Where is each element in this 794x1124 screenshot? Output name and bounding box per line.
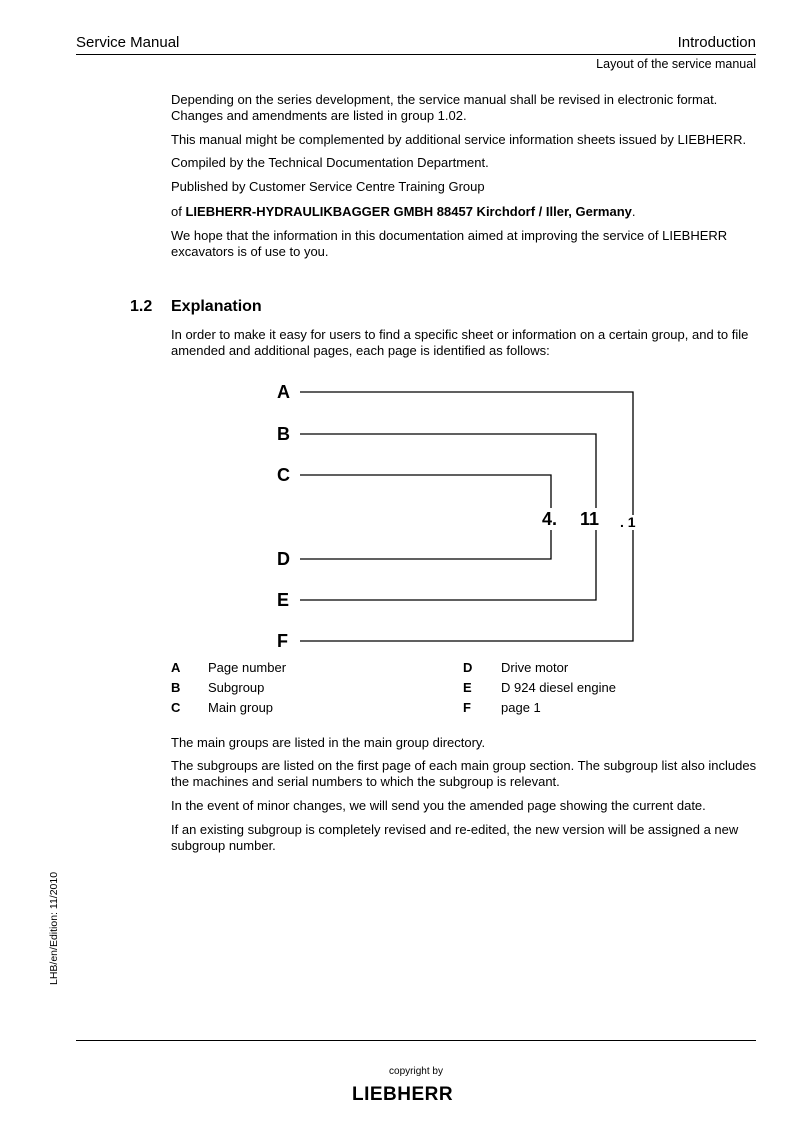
section-number: 1.2 [130, 298, 153, 315]
code-page: . 1 [620, 514, 636, 530]
legend-key: D [463, 660, 473, 675]
section-intro-line1: In order to make it easy for users to find a specific sheet or information on a certain group, and to file [171, 327, 749, 342]
body-paragraph-2 [171, 758, 761, 790]
body-p4-line2: subgroup number. [171, 838, 276, 853]
body-paragraph-3: In the event of minor changes, we will send you the amended page showing the current date. [171, 798, 706, 813]
intro-paragraph-3: Compiled by the Technical Documentation Department. [171, 155, 489, 170]
edition-note: LHB/en/Edition: 11/2010 [48, 871, 60, 985]
body-p4-line1: If an existing subgroup is completely revised and re-edited, the new version will be assigned a new [171, 822, 739, 837]
code-subgroup: 11 [580, 509, 600, 529]
publisher-suffix: . [631, 204, 636, 219]
section-intro-line2: amended and additional pages, each page is identified as follows: [171, 343, 550, 358]
header-subsection: Layout of the service manual [596, 57, 756, 71]
legend-text: D 924 diesel engine [501, 680, 616, 695]
diagram-label-f: F [277, 631, 288, 651]
header-title: Service Manual [76, 34, 180, 51]
footer-divider [76, 1040, 756, 1041]
legend-key: B [171, 680, 181, 695]
line-f [300, 530, 633, 641]
line-d [300, 530, 551, 559]
intro-paragraph-2: This manual might be complemented by additional service information sheets issued by LIEBHERR. [171, 132, 747, 147]
intro-p6-line1: We hope that the information in this documentation aimed at improving the service of LIEBHERR [171, 228, 728, 243]
copyright-note: copyright by [389, 1066, 443, 1077]
publisher-prefix: of [171, 204, 186, 219]
diagram-label-e: E [277, 590, 290, 610]
body-p2-line1: The subgroups are listed on the first page of each main group section. The subgroup list also includes [171, 758, 757, 773]
intro-paragraph-4: Published by Customer Service Centre Training Group [171, 179, 485, 194]
line-a [300, 392, 633, 515]
line-c [300, 475, 551, 508]
header-section: Introduction [677, 34, 756, 51]
liebherr-logo: LIEBHERR [352, 1084, 454, 1105]
legend-text: Page number [208, 660, 287, 675]
section-title: Explanation [171, 298, 262, 315]
code-main-group: 4. [542, 509, 558, 529]
intro-p1-line2: Changes and amendments are listed in group 1.02. [171, 108, 467, 123]
legend-text: Subgroup [208, 680, 265, 695]
body-paragraph-1: The main groups are listed in the main group directory. [171, 735, 486, 750]
legend-key: E [463, 680, 472, 695]
intro-p6-line2: excavators is of use to you. [171, 244, 329, 259]
body-paragraph-4 [171, 822, 761, 854]
legend-text: Drive motor [501, 660, 569, 675]
diagram-label-c: C [277, 465, 290, 485]
diagram-label-b: B [277, 424, 290, 444]
legend-text: Main group [208, 700, 274, 715]
legend-key: C [171, 700, 181, 715]
publisher-name: LIEBHERR-HYDRAULIKBAGGER GMBH 88457 Kirchdorf / Iller, Germany [185, 204, 632, 219]
legend-text: page 1 [501, 700, 541, 715]
legend-key: A [171, 660, 181, 675]
diagram-label-a: A [277, 382, 290, 402]
intro-p1-line1: Depending on the series development, the service manual shall be revised in electronic format. [171, 92, 718, 107]
legend-key: F [463, 700, 471, 715]
diagram-label-d: D [277, 549, 290, 569]
body-p2-line2: the machines and serial numbers to which the subgroup is relevant. [171, 774, 560, 789]
